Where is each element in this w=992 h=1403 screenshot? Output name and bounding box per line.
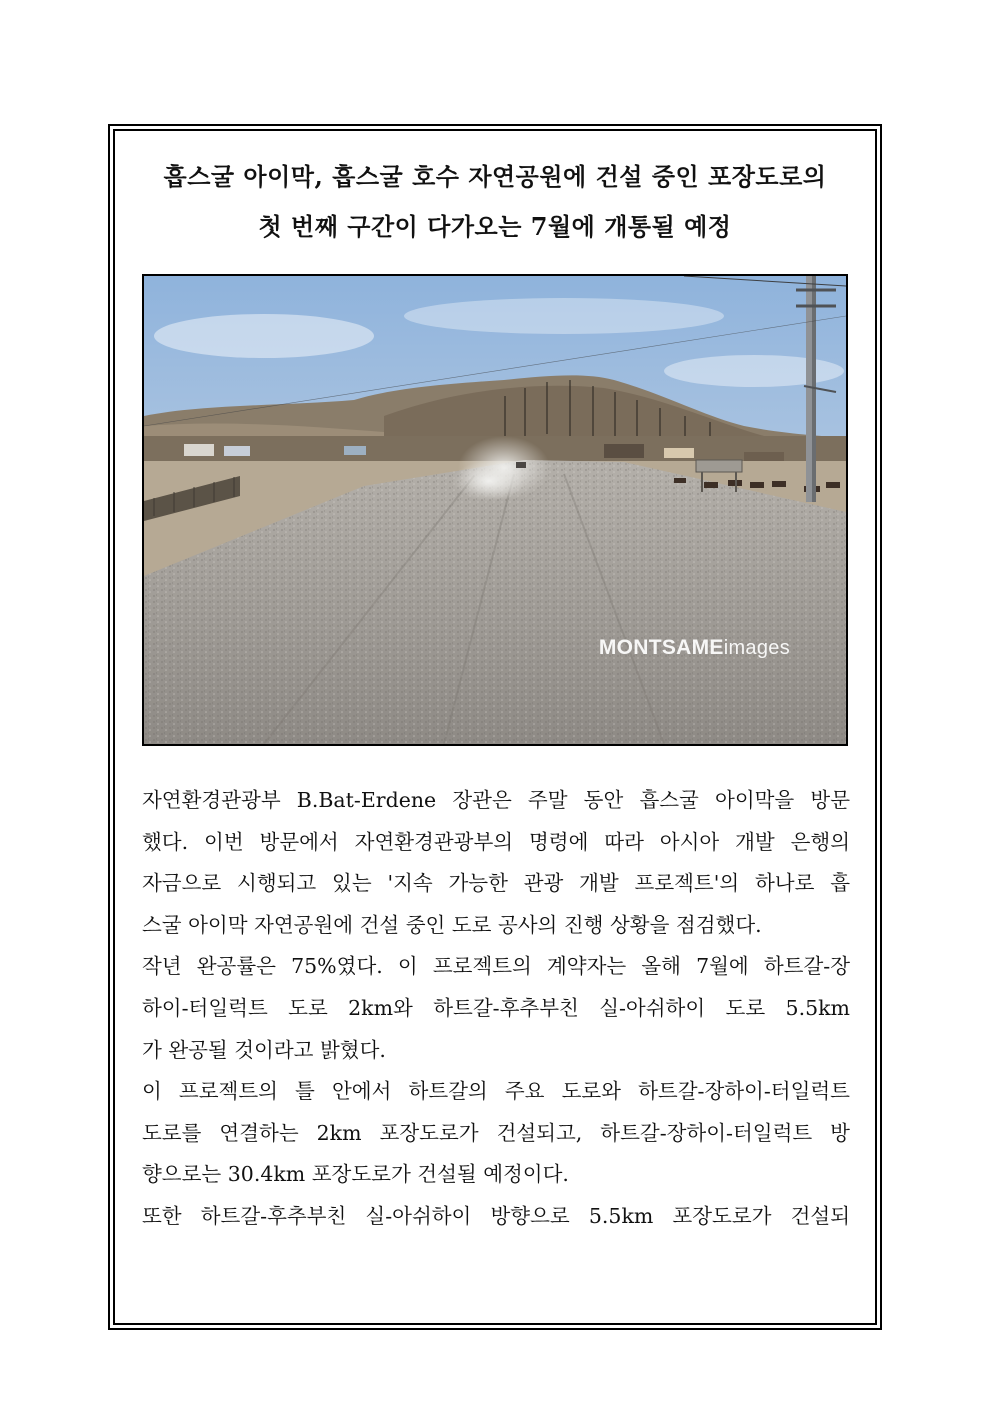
title-line-2: 첫 번째 구간이 다가오는 7월에 개통될 예정	[258, 212, 732, 241]
watermark-suffix: images	[723, 637, 790, 659]
watermark-main: MONTSAME	[598, 636, 724, 659]
gravel-road-scene	[144, 276, 846, 744]
title-line-1: 흡스굴 아이막, 흡스굴 호수 자연공원에 건설 중인 포장도로의	[163, 162, 827, 191]
body-line: 가 완공될 것이라고 밝혔다.	[142, 1037, 386, 1062]
body-line: 도로를 연결하는 2km 포장도로가 건설되고, 하트갈-장하이-터일럭트 방	[142, 1120, 850, 1145]
body-line: 하이-터일럭트 도로 2km와 하트갈-후추부친 실-아쉬하이 도로 5.5km	[142, 995, 850, 1020]
body-line: 했다. 이번 방문에서 자연환경관광부의 명령에 따라 아시아 개발 은행의	[142, 829, 850, 854]
body-line: 이 프로젝트의 틀 안에서 하트갈의 주요 도로와 하트갈-장하이-터일럭트	[142, 1079, 850, 1104]
article-photo	[142, 274, 848, 746]
body-line: 자금으로 시행되고 있는 '지속 가능한 관광 개발 프로젝트'의 하나로 흡	[142, 871, 850, 896]
body-line: 작년 완공률은 75%였다. 이 프로젝트의 계약자는 올해 7월에 하트갈-장	[142, 954, 850, 979]
body-line: 향으로는 30.4km 포장도로가 건설될 예정이다.	[142, 1162, 569, 1187]
body-line: 자연환경관광부 B.Bat-Erdene 장관은 주말 동안 흡스굴 아이막을 방문	[142, 788, 850, 812]
body-line: 또한 하트갈-후추부친 실-아쉬하이 방향으로 5.5km 포장도로가 건설되	[142, 1203, 850, 1228]
body-line: 스굴 아이막 자연공원에 건설 중인 도로 공사의 진행 상황을 점검했다.	[142, 912, 762, 937]
article-body	[142, 780, 850, 1238]
article-title	[120, 152, 870, 252]
photo-watermark	[599, 636, 790, 660]
